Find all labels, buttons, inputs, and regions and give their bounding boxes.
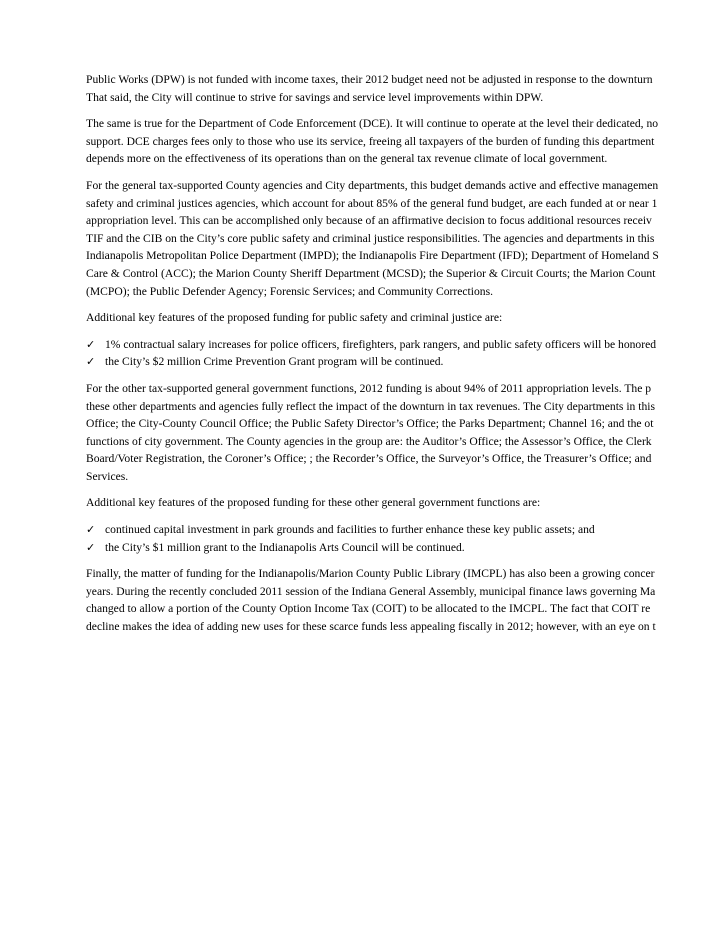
bullet-text: continued capital investment in park grounds and facilities to further enhance these key public assets; and: [105, 523, 595, 537]
text-line: depends more on the effectiveness of its operations than on the general tax revenue climate of local government.: [86, 152, 608, 166]
text-line: TIF and the CIB on the City’s core public safety and criminal justice responsibilities. The agencies and departments in this: [86, 231, 655, 245]
checkmark-icon: ✓: [86, 540, 96, 554]
text-line: support. DCE charges fees only to those who use its service, freeing all taxpayers of the burden of funding this department: [86, 134, 655, 148]
paragraph-library: [86, 565, 728, 635]
paragraph-dpw: [86, 71, 728, 106]
bullet-item: [86, 353, 728, 371]
text-line: changed to allow a portion of the County Option Income Tax (COIT) to be allocated to the IMCPL. The fact that COIT re: [86, 602, 651, 616]
text-line: appropriation level. This can be accomplished only because of an affirmative decision to focus additional resources receiv: [86, 214, 652, 228]
checkmark-icon: ✓: [86, 355, 96, 369]
bullet-list-general-government: [86, 521, 728, 556]
text-line: Additional key features of the proposed funding for these other general government functions are:: [86, 496, 541, 510]
text-line: That said, the City will continue to strive for savings and service level improvements within DPW.: [86, 90, 544, 104]
checkmark-icon: ✓: [86, 337, 96, 351]
paragraph-dce: [86, 115, 728, 168]
text-line: years. During the recently concluded 2011 session of the Indiana General Assembly, municipal finance laws governing Ma: [86, 584, 656, 598]
paragraph-key-features-government: [86, 494, 728, 512]
text-line: decline makes the idea of adding new uses for these scarce funds less appealing fiscally in 2012; however, with an eye on t: [86, 620, 656, 634]
bullet-item: [86, 336, 728, 354]
text-line: Care & Control (ACC); the Marion County Sheriff Department (MCSD); the Superior & Circuit Courts; the Marion Count: [86, 266, 656, 280]
paragraph-key-features-safety: [86, 309, 728, 327]
text-line: (MCPO); the Public Defender Agency; Forensic Services; and Community Corrections.: [86, 284, 493, 298]
bullet-text: the City’s $1 million grant to the Indianapolis Arts Council will be continued.: [105, 540, 465, 554]
checkmark-icon: ✓: [86, 523, 96, 537]
text-line: Office; the City-County Council Office; the Public Safety Director’s Office; the Parks Department; Channel 16; and the ot: [86, 417, 654, 431]
bullet-item: [86, 539, 728, 557]
bullet-item: [86, 521, 728, 539]
text-line: safety and criminal justices agencies, which account for about 85% of the general fund budget, are each funded at or near 1: [86, 196, 658, 210]
text-line: For the general tax-supported County agencies and City departments, this budget demands active and effective managemen: [86, 178, 659, 192]
bullet-text: 1% contractual salary increases for police officers, firefighters, park rangers, and public safety officers will be honored: [105, 337, 657, 351]
text-line: Public Works (DPW) is not funded with income taxes, their 2012 budget need not be adjusted in response to the downturn: [86, 73, 653, 86]
document-page: [86, 71, 728, 645]
text-line: Additional key features of the proposed funding for public safety and criminal justice are:: [86, 311, 503, 325]
text-line: Indianapolis Metropolitan Police Department (IMPD); the Indianapolis Fire Department (IFD); Department of Homeland S: [86, 249, 659, 263]
text-line: Board/Voter Registration, the Coroner’s Office; ; the Recorder’s Office, the Surveyor’s Office, the Treasurer’s Office; and: [86, 452, 652, 466]
text-line: Services.: [86, 469, 129, 483]
text-line: The same is true for the Department of Code Enforcement (DCE). It will continue to operate at the level their dedicated, no: [86, 117, 659, 131]
text-line: Finally, the matter of funding for the Indianapolis/Marion County Public Library (IMCPL) has also been a growing concer: [86, 567, 655, 581]
bullet-list-public-safety: [86, 336, 728, 371]
text-line: For the other tax-supported general government functions, 2012 funding is about 94% of 2011 appropriation levels. The p: [86, 381, 652, 395]
text-line: functions of city government. The County agencies in the group are: the Auditor’s Office; the Assessor’s Office, the Clerk: [86, 434, 652, 448]
paragraph-public-safety: [86, 177, 728, 300]
text-line: these other departments and agencies fully reflect the impact of the downturn in tax revenues. The City departments in this: [86, 399, 655, 413]
bullet-text: the City’s $2 million Crime Prevention Grant program will be continued.: [105, 355, 444, 369]
paragraph-general-government: [86, 380, 728, 486]
